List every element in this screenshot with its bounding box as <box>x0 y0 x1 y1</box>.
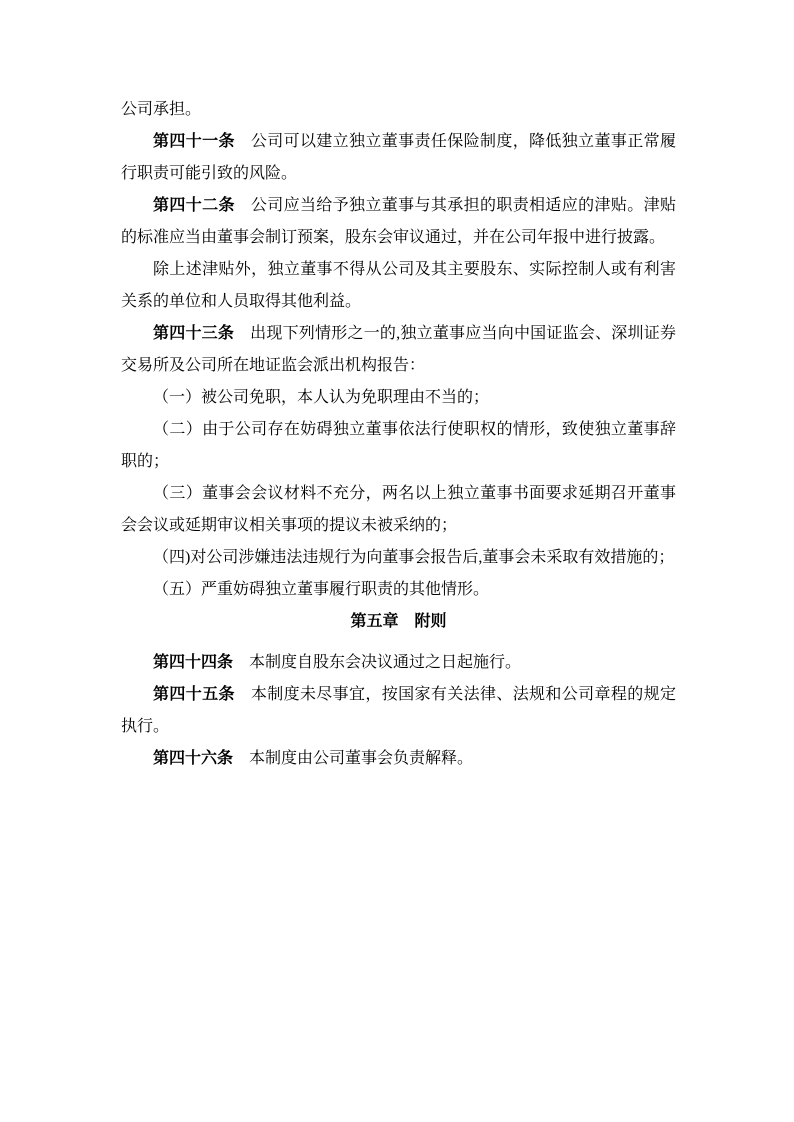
article-41-text: 公司可以建立独立董事责任保险制度，降低独立董事正常履行职责可能引致的风险。 <box>121 133 676 182</box>
list-item-2: （二）由于公司存在妨碍独立董事依法行使职权的情形，致使独立董事辞职的； <box>121 421 676 470</box>
paragraph-article-41 <box>121 126 676 190</box>
article-46-text: 本制度由公司董事会负责解释。 <box>249 750 474 767</box>
article-41-label: 第四十一条 <box>153 133 235 150</box>
list-item-1: （一）被公司免职，本人认为免职理由不当的； <box>153 389 490 406</box>
article-43-label: 第四十三条 <box>153 325 235 342</box>
article-42-label: 第四十二条 <box>153 197 235 214</box>
paragraph-allowance-restriction: 除上述津贴外，独立董事不得从公司及其主要股东、实际控制人或有利害关系的单位和人员取得其他利益。 <box>121 261 676 310</box>
article-46-label: 第四十六条 <box>153 750 234 767</box>
article-42-text: 公司应当给予独立董事与其承担的职责相适应的津贴。津贴的标准应当由董事会制订预案，股东会审议通过，并在公司年报中进行披露。 <box>121 197 676 246</box>
list-item-4: （四)对公司涉嫌违法违规行为向董事会报告后,董事会未采取有效措施的； <box>153 549 675 566</box>
article-44-text: 本制度自股东会决议通过之日起施行。 <box>249 654 522 671</box>
paragraph-article-46 <box>121 743 676 775</box>
paragraph-article-42 <box>121 190 676 254</box>
chapter-heading: 第五章 附则 <box>350 613 447 630</box>
article-45-text: 本制度未尽事宜，按国家有关法律、法规和公司章程的规定执行。 <box>121 686 676 735</box>
paragraph-continuation: 公司承担。 <box>121 101 202 118</box>
paragraph-article-45 <box>121 679 676 743</box>
list-item-3: （三）董事会会议材料不充分，两名以上独立董事书面要求延期召开董事会会议或延期审议相关事项的提议未被采纳的； <box>121 485 676 534</box>
paragraph-article-44 <box>121 647 676 679</box>
article-43-text: 出现下列情形之一的,独立董事应当向中国证监会、深圳证券交易所及公司所在地证监会派出机构报告： <box>121 325 676 374</box>
article-45-label: 第四十五条 <box>153 686 235 703</box>
list-item-5: （五）严重妨碍独立董事履行职责的其他情形。 <box>153 581 490 598</box>
article-44-label: 第四十四条 <box>153 654 234 671</box>
paragraph-article-43 <box>121 318 676 382</box>
document-content <box>121 94 676 775</box>
